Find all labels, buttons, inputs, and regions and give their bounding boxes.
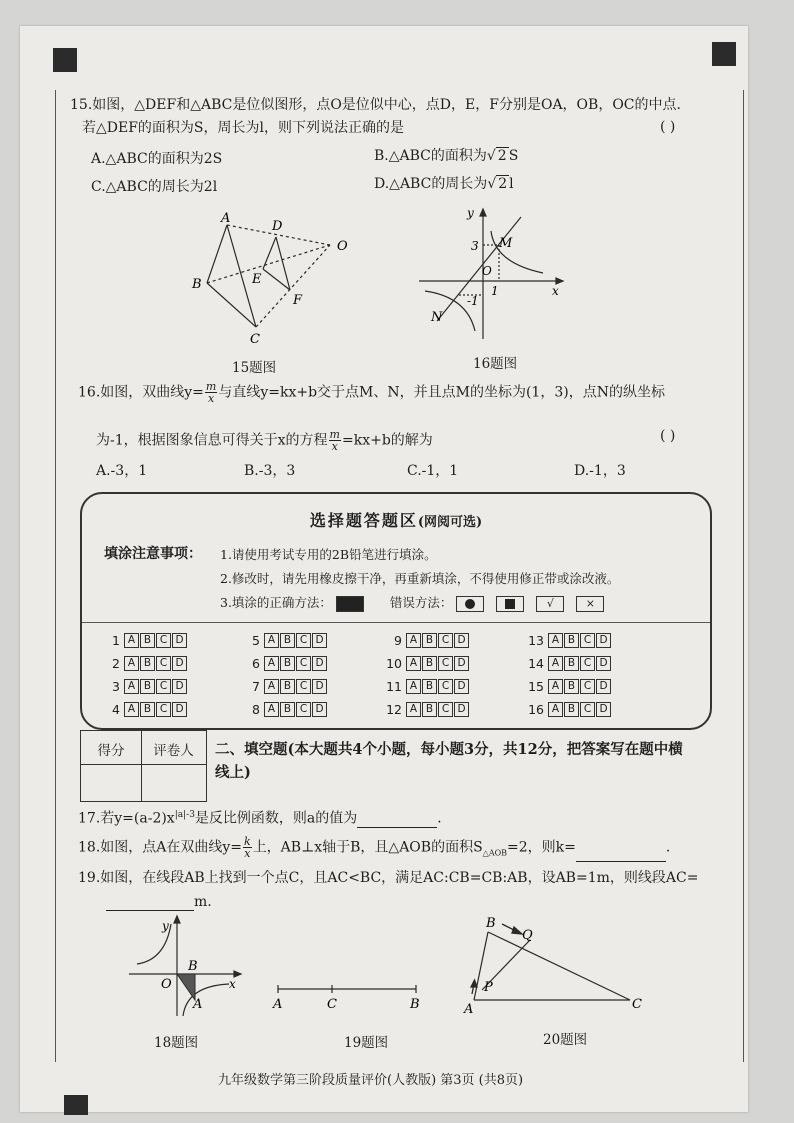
answer-bubble-9-c[interactable]: C bbox=[438, 633, 453, 648]
fig20-label-q: Q bbox=[522, 928, 533, 943]
answer-row-8 bbox=[242, 701, 328, 717]
answer-bubble-6-d[interactable]: D bbox=[312, 656, 327, 671]
answer-bubble-12-a[interactable]: A bbox=[406, 702, 421, 717]
fig20-label-a: A bbox=[464, 1002, 474, 1017]
answer-question-number: 2 bbox=[112, 656, 120, 671]
q15-line1: 15.如图，△DEF和△ABC是位似图形，点O是位似中心，点D，E，F分别是OA，OB，OC的中点． bbox=[70, 97, 691, 113]
answer-bubble-2-d[interactable]: D bbox=[172, 656, 187, 671]
answer-row-12 bbox=[384, 701, 470, 717]
answer-bubble-14-b[interactable]: B bbox=[564, 656, 579, 671]
figure-19-caption: 19题图 bbox=[344, 1035, 389, 1051]
answer-bubble-10-b[interactable]: B bbox=[422, 656, 437, 671]
answer-bubble-3-a[interactable]: A bbox=[124, 679, 139, 694]
answer-bubble-11-c[interactable]: C bbox=[438, 679, 453, 694]
section2-heading-line1: 二、填空题(本大题共4个小题，每小题3分，共12分，把答案写在题中横 bbox=[215, 741, 683, 758]
answer-bubble-4-b[interactable]: B bbox=[140, 702, 155, 717]
answer-bubble-10-a[interactable]: A bbox=[406, 656, 421, 671]
q16-option-a: A.-3，1 bbox=[96, 463, 148, 479]
page-footer: 九年级数学第三阶段质量评价(人教版) 第3页 (共8页) bbox=[218, 1073, 524, 1088]
q19-line2: m. bbox=[106, 893, 212, 911]
registration-mark-top-left bbox=[53, 48, 77, 72]
answer-bubble-5-b[interactable]: B bbox=[280, 633, 295, 648]
answer-bubble-6-b[interactable]: B bbox=[280, 656, 295, 671]
q17-text: 17.若$y=(a-2)x^{|a|-3}$是反比例函数，则a的值为 ． bbox=[78, 810, 452, 827]
answer-question-number: 14 bbox=[528, 656, 544, 671]
answer-bubble-13-a[interactable]: A bbox=[548, 633, 563, 648]
answer-row-6 bbox=[242, 655, 328, 671]
answer-bubble-8-a[interactable]: A bbox=[264, 702, 279, 717]
answer-row-7 bbox=[242, 678, 328, 694]
answer-bubble-6-c[interactable]: C bbox=[296, 656, 311, 671]
q18-text: 18.如图，点A在双曲线y= $\frac{k}{x}$ 上，AB⊥x轴于B，且△AOB的面积$S_{\triangle AOB}=2$，则k= . bbox=[78, 836, 670, 862]
answer-bubble-15-c[interactable]: C bbox=[580, 679, 595, 694]
answer-bubble-10-d[interactable]: D bbox=[454, 656, 469, 671]
answer-bubble-12-d[interactable]: D bbox=[454, 702, 469, 717]
answer-question-number: 10 bbox=[386, 656, 402, 671]
answer-bubble-3-b[interactable]: B bbox=[140, 679, 155, 694]
fig20-label-c: C bbox=[632, 997, 642, 1012]
answer-bubble-9-a[interactable]: A bbox=[406, 633, 421, 648]
answer-bubble-12-b[interactable]: B bbox=[422, 702, 437, 717]
q15-paren: ( ) bbox=[660, 119, 676, 135]
answer-row-4 bbox=[102, 701, 188, 717]
figure-15-caption: 15题图 bbox=[232, 360, 277, 376]
fig15-label-c: C bbox=[250, 332, 260, 347]
fig19-label-a: A bbox=[273, 997, 283, 1012]
fig16-label-x: x bbox=[552, 284, 559, 298]
answer-row-15 bbox=[526, 678, 612, 694]
q15-option-a: A.△ABC的面积为2S bbox=[91, 151, 223, 167]
answer-row-3 bbox=[102, 678, 188, 694]
q15-option-d: D.△ABC的周长为√ 2 l bbox=[374, 176, 514, 192]
answer-bubble-4-d[interactable]: D bbox=[172, 702, 187, 717]
q19-line1: 19.如图，在线段AB上找到一个点C，且AC<BC，满足AC:CB=CB:AB，设AB=1m，则线段AC= bbox=[78, 870, 699, 886]
answer-bubble-9-b[interactable]: B bbox=[422, 633, 437, 648]
wrong-partial-example bbox=[496, 596, 524, 612]
score-header: 得分 bbox=[97, 743, 125, 759]
answer-bubble-2-c[interactable]: C bbox=[156, 656, 171, 671]
answer-bubble-8-b[interactable]: B bbox=[280, 702, 295, 717]
figure-20-caption: 20题图 bbox=[543, 1032, 588, 1048]
answer-question-number: 4 bbox=[112, 702, 120, 717]
figure-15-homothety-diagram bbox=[180, 205, 360, 355]
registration-mark-top-right bbox=[712, 42, 736, 66]
answer-bubble-4-c[interactable]: C bbox=[156, 702, 171, 717]
answer-question-number: 12 bbox=[386, 702, 402, 717]
answer-bubble-12-c[interactable]: C bbox=[438, 702, 453, 717]
fig15-label-f: F bbox=[293, 293, 303, 308]
answer-bubble-6-a[interactable]: A bbox=[264, 656, 279, 671]
fig15-label-d: D bbox=[272, 219, 283, 234]
answer-bubble-1-b[interactable]: B bbox=[140, 633, 155, 648]
fig16-label-3: 3 bbox=[471, 239, 479, 253]
answer-bubble-16-d[interactable]: D bbox=[596, 702, 611, 717]
fig16-label-1: 1 bbox=[491, 284, 499, 298]
fig18-label-b: B bbox=[188, 959, 198, 974]
fig20-label-b: B bbox=[486, 916, 496, 931]
q16-line2: 为-1，根据图象信息可得关于x的方程 $\frac{m}{x}$ =kx+b的解为 bbox=[96, 428, 433, 453]
figure-16-caption: 16题图 bbox=[473, 356, 518, 372]
answer-bubble-14-c[interactable]: C bbox=[580, 656, 595, 671]
answer-bubble-13-c[interactable]: C bbox=[580, 633, 595, 648]
answer-question-number: 13 bbox=[528, 633, 544, 648]
grader-header: 评卷人 bbox=[153, 743, 194, 759]
figure-19-segment bbox=[270, 975, 430, 1015]
answer-note-3: 3.填涂的正确方法： 错误方法： √ × bbox=[220, 594, 612, 612]
answer-bubble-16-a[interactable]: A bbox=[548, 702, 563, 717]
fig16-label-o: O bbox=[482, 264, 492, 278]
answer-bubble-15-d[interactable]: D bbox=[596, 679, 611, 694]
answer-question-number: 16 bbox=[528, 702, 544, 717]
answer-bubble-1-d[interactable]: D bbox=[172, 633, 187, 648]
figure-20-triangle bbox=[460, 912, 650, 1022]
answer-bubble-9-d[interactable]: D bbox=[454, 633, 469, 648]
answer-question-number: 5 bbox=[252, 633, 260, 648]
answer-row-11 bbox=[384, 678, 470, 694]
fig16-label-y: y bbox=[467, 206, 474, 220]
fig18-label-a: A bbox=[193, 997, 203, 1012]
answer-bubble-11-a[interactable]: A bbox=[406, 679, 421, 694]
answer-row-13 bbox=[526, 632, 612, 648]
answer-row-1 bbox=[102, 632, 188, 648]
fig15-label-a: A bbox=[221, 211, 231, 226]
registration-mark-bottom-left bbox=[64, 1095, 88, 1115]
fig18-label-y: y bbox=[162, 919, 169, 933]
answer-bubble-16-c[interactable]: C bbox=[580, 702, 595, 717]
answer-bubble-2-a[interactable]: A bbox=[124, 656, 139, 671]
answer-question-number: 1 bbox=[112, 633, 120, 648]
answer-bubble-1-a[interactable]: A bbox=[124, 633, 139, 648]
answer-bubble-1-c[interactable]: C bbox=[156, 633, 171, 648]
fig16-label-n: N bbox=[431, 310, 443, 325]
fig19-label-b: B bbox=[410, 997, 420, 1012]
fig15-label-o: O bbox=[337, 239, 348, 254]
answer-row-5 bbox=[242, 632, 328, 648]
answer-question-number: 8 bbox=[252, 702, 260, 717]
correct-fill-example bbox=[336, 596, 364, 612]
answer-notes-label: 填涂注意事项： bbox=[104, 546, 202, 562]
fig18-label-o: O bbox=[161, 977, 172, 992]
q15-option-b: B.△ABC的面积为√ 2 S bbox=[374, 148, 519, 164]
score-table bbox=[80, 730, 207, 802]
wrong-dot-example bbox=[456, 596, 484, 612]
answer-note-2: 2.修改时，请先用橡皮擦干净，再重新填涂，不得使用修正带或涂改液。 bbox=[220, 571, 620, 586]
answer-note-1: 1.请使用考试专用的2B铅笔进行填涂。 bbox=[220, 547, 437, 562]
answer-question-number: 7 bbox=[252, 679, 260, 694]
answer-bubble-10-c[interactable]: C bbox=[438, 656, 453, 671]
fig18-label-x: x bbox=[229, 977, 236, 991]
answer-bubble-7-b[interactable]: B bbox=[280, 679, 295, 694]
fig15-label-e: E bbox=[252, 272, 262, 287]
fig16-label-m: M bbox=[499, 236, 513, 251]
answer-bubble-5-d[interactable]: D bbox=[312, 633, 327, 648]
answer-question-number: 9 bbox=[394, 633, 402, 648]
figure-18-graph bbox=[125, 912, 245, 1022]
fig16-label-neg1: -1 bbox=[467, 294, 479, 308]
answer-bubble-7-a[interactable]: A bbox=[264, 679, 279, 694]
figure-16-hyperbola-graph bbox=[415, 203, 570, 343]
fig20-label-p: P bbox=[484, 980, 493, 995]
answer-bubble-11-d[interactable]: D bbox=[454, 679, 469, 694]
answer-row-16 bbox=[526, 701, 612, 717]
answer-bubble-3-c[interactable]: C bbox=[156, 679, 171, 694]
answer-row-10 bbox=[384, 655, 470, 671]
q16-paren: ( ) bbox=[660, 428, 676, 444]
fig19-label-c: C bbox=[327, 997, 337, 1012]
answer-row-9 bbox=[384, 632, 470, 648]
q16-option-d: D.-1，3 bbox=[574, 463, 626, 479]
answer-row-2 bbox=[102, 655, 188, 671]
answer-bubble-8-d[interactable]: D bbox=[312, 702, 327, 717]
answer-bubble-7-c[interactable]: C bbox=[296, 679, 311, 694]
answer-bubble-2-b[interactable]: B bbox=[140, 656, 155, 671]
answer-question-number: 11 bbox=[386, 679, 402, 694]
answer-bubble-7-d[interactable]: D bbox=[312, 679, 327, 694]
answer-question-number: 6 bbox=[252, 656, 260, 671]
figure-18-caption: 18题图 bbox=[154, 1035, 199, 1051]
q16-option-b: B.-3，3 bbox=[244, 463, 296, 479]
wrong-check-example: √ bbox=[536, 596, 564, 612]
answer-bubble-13-d[interactable]: D bbox=[596, 633, 611, 648]
answer-question-number: 15 bbox=[528, 679, 544, 694]
answer-bubble-3-d[interactable]: D bbox=[172, 679, 187, 694]
answer-area-divider bbox=[82, 622, 710, 623]
answer-sheet-area bbox=[80, 492, 712, 730]
answer-bubble-15-b[interactable]: B bbox=[564, 679, 579, 694]
answer-bubble-14-d[interactable]: D bbox=[596, 656, 611, 671]
answer-bubble-13-b[interactable]: B bbox=[564, 633, 579, 648]
q16-option-c: C.-1，1 bbox=[407, 463, 459, 479]
answer-bubble-11-b[interactable]: B bbox=[422, 679, 437, 694]
answer-bubble-16-b[interactable]: B bbox=[564, 702, 579, 717]
wrong-cross-example: × bbox=[576, 596, 604, 612]
section2-heading-line2: 线上) bbox=[215, 764, 251, 781]
answer-bubble-8-c[interactable]: C bbox=[296, 702, 311, 717]
answer-bubble-14-a[interactable]: A bbox=[548, 656, 563, 671]
answer-bubble-5-a[interactable]: A bbox=[264, 633, 279, 648]
answer-area-title: 选择题答题区(网阅可选) bbox=[309, 511, 483, 530]
answer-bubble-5-c[interactable]: C bbox=[296, 633, 311, 648]
fig15-label-b: B bbox=[192, 277, 202, 292]
answer-bubble-4-a[interactable]: A bbox=[124, 702, 139, 717]
answer-row-14 bbox=[526, 655, 612, 671]
q15-line2: 若△DEF的面积为S，周长为l，则下列说法正确的是 bbox=[82, 120, 404, 136]
q16-line1: 16.如图，双曲线y= $\frac{m}{x}$ 与直线y=kx+b交于点M、N，并且点M的坐标为(1，3)，点N的纵坐标 bbox=[78, 380, 665, 405]
answer-question-number: 3 bbox=[112, 679, 120, 694]
answer-bubble-15-a[interactable]: A bbox=[548, 679, 563, 694]
q15-option-c: C.△ABC的周长为2l bbox=[91, 179, 218, 195]
